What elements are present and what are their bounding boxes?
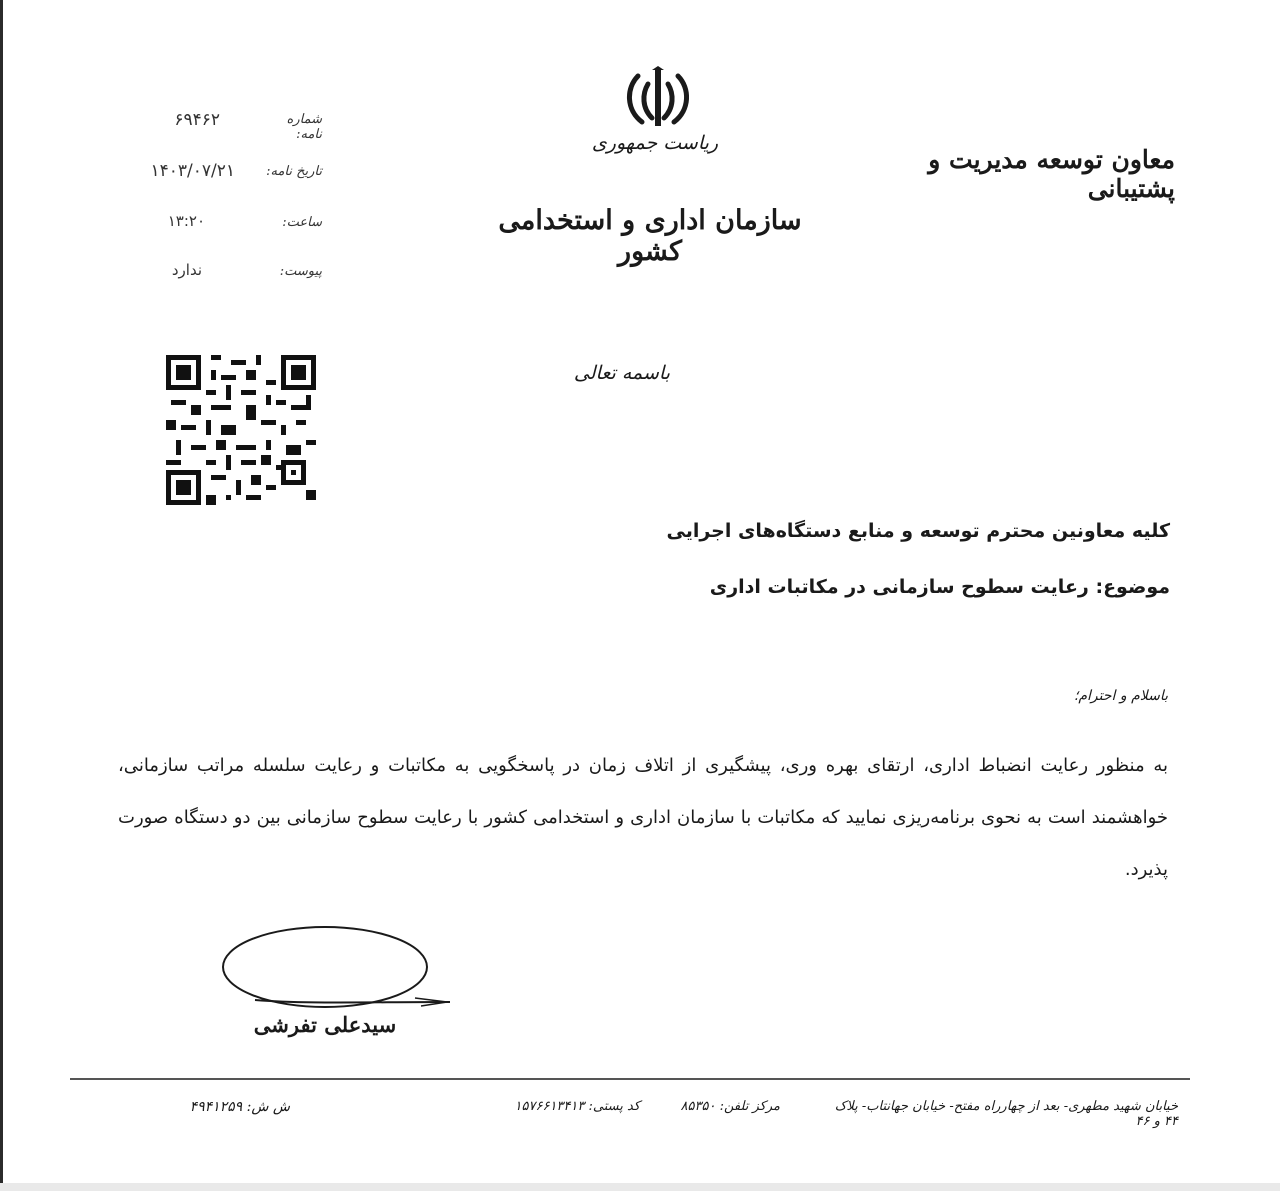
organization-title: سازمان اداری و استخدامی کشور — [498, 205, 802, 267]
greeting-text: باسلام و احترام؛ — [1073, 688, 1168, 704]
letter-number-value: ۶۹۴۶۲ — [174, 110, 220, 130]
page-edge-left — [0, 0, 3, 1191]
letter-body: به منظور رعایت انضباط اداری، ارتقای بهره وری، پیشگیری از اتلاف زمان در پاسخگویی به مکاتبات و رعایت سلسله مراتب سازمانی، خواهشمند است به نحوی برنامه‌ریزی نمایید که مکاتبات با سازمان اداری و استخدامی کشور با رعایت سطوح سازمانی بین دو دستگاه صورت پذیرد. — [118, 755, 1168, 880]
presidency-title: ریاست جمهوری — [591, 132, 719, 154]
footer-address: خیابان شهید مطهری- بعد از چهارراه مفتح- خیابان جهانتاب- پلاک ۴۴ و ۴۶ — [834, 1099, 1178, 1129]
letter-number-label: شماره نامه: — [286, 112, 322, 142]
footer-phone: مرکز تلفن: ۸۵۳۵۰ — [680, 1099, 780, 1114]
letter-date-label: تاریخ نامه: — [266, 164, 322, 179]
footer-registration: ش ش: ۴۹۴۱۲۵۹ — [189, 1099, 290, 1115]
footer-postal-code: کد پستی: ۱۵۷۶۶۱۳۴۱۳ — [514, 1099, 640, 1114]
letter-date-value: ۱۴۰۳/۰۷/۲۱ — [150, 161, 235, 181]
attachment-value: ندارد — [171, 261, 202, 279]
letter-time-label: ساعت: — [282, 215, 322, 230]
invocation-text: باسمه تعالی — [573, 362, 670, 384]
attachment-label: پیوست: — [279, 264, 322, 279]
qr-code — [166, 355, 316, 505]
recipient-line: کلیه معاونین محترم توسعه و منابع دستگاه‌های اجرایی — [666, 520, 1170, 542]
letter-time-value: ۱۳:۲۰ — [167, 212, 205, 230]
footer-divider — [70, 1078, 1190, 1080]
signatory-name: سیدعلی تفرشی — [253, 1012, 397, 1037]
page-edge-bottom — [0, 1183, 1280, 1191]
iran-emblem-icon — [622, 66, 694, 130]
subject-line: موضوع: رعایت سطوح سازمانی در مکاتبات اداری — [709, 576, 1170, 598]
deputy-title: معاون توسعه مدیریت و پشتیبانی — [928, 145, 1175, 203]
